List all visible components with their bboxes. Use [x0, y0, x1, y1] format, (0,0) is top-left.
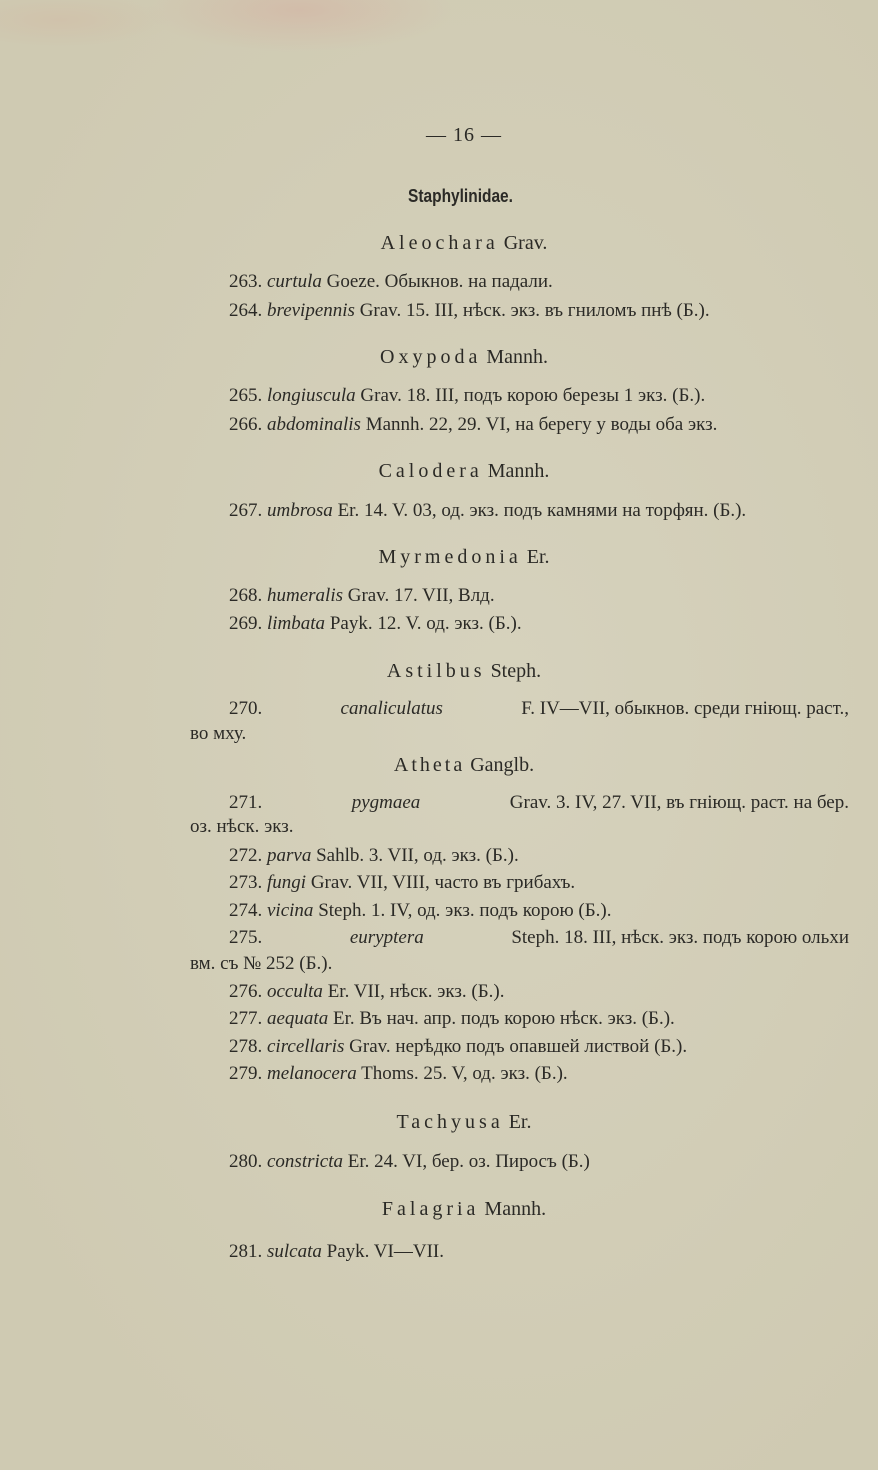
- species-name: brevipennis: [267, 300, 355, 321]
- genus-heading: [0, 1111, 878, 1134]
- species-entry: [229, 270, 849, 294]
- family-heading: Staphylinidae.: [408, 186, 513, 206]
- entry-text: Steph. 1. IV, од. экз. подъ корою (Б.).: [318, 900, 612, 921]
- genus-heading: [0, 660, 878, 683]
- genus-name: Atheta: [393, 754, 466, 776]
- species-name: humeralis: [267, 585, 343, 606]
- entry-number: 279.: [229, 1063, 263, 1084]
- entry-number: 264.: [229, 300, 263, 321]
- genus-name: Falagria: [381, 1198, 480, 1220]
- genus-author: Er.: [526, 546, 550, 568]
- entry-text: F. IV—VII, обыкнов. среди гніющ. раст.,: [521, 698, 849, 719]
- entry-text: Grav. 18. III, подъ корою березы 1 экз. (Б.).: [360, 385, 706, 406]
- entry-text: Payk. VI—VII.: [326, 1241, 444, 1262]
- entry-text: Goeze. Обыкнов. на падали.: [326, 271, 553, 292]
- species-entry: [229, 926, 849, 950]
- species-entry: [229, 1035, 849, 1059]
- entry-text: Mannh. 22, 29. VI, на берегу у воды оба экз.: [365, 414, 718, 435]
- entry-number: 274.: [229, 900, 263, 921]
- species-name: sulcata: [267, 1241, 322, 1262]
- species-name: circellaris: [267, 1036, 345, 1057]
- entry-number: 281.: [229, 1241, 263, 1262]
- entry-continuation: во мху.: [190, 723, 247, 744]
- page-number: — 16 —: [426, 124, 502, 146]
- species-name: longiuscula: [267, 385, 356, 406]
- species-name: melanocera: [267, 1063, 357, 1084]
- entry-text: Er. 24. VI, бер. оз. Пиросъ (Б.): [347, 1151, 590, 1172]
- entry-text: Grav. VII, VIII, часто въ грибахъ.: [310, 872, 576, 893]
- genus-author: Mannh.: [484, 1198, 547, 1220]
- entry-text: Sahlb. 3. VII, од. экз. (Б.).: [316, 845, 519, 866]
- genus-author: Grav.: [503, 232, 548, 254]
- genus-name: Myrmedonia: [378, 546, 522, 568]
- entry-number: 269.: [229, 613, 263, 634]
- genus-author: Mannh.: [486, 346, 548, 368]
- species-entry: [229, 1007, 849, 1031]
- species-name: constricta: [267, 1151, 343, 1172]
- entry-number: 276.: [229, 981, 263, 1002]
- genus-heading: [0, 546, 878, 569]
- entry-text: Steph. 18. III, нѣск. экз. подъ корою ольхи: [511, 927, 849, 948]
- genus-heading: [0, 754, 878, 777]
- genus-author: Steph.: [490, 660, 542, 682]
- entry-number: 280.: [229, 1151, 263, 1172]
- genus-name: Calodera: [378, 460, 483, 482]
- entry-number: 270.: [229, 698, 263, 719]
- entry-number: 268.: [229, 585, 263, 606]
- species-name: parva: [267, 845, 312, 866]
- species-name: aequata: [267, 1008, 329, 1029]
- species-entry: [229, 1150, 849, 1174]
- entry-text: Grav. нерѣдко подъ опавшей листвой (Б.).: [349, 1036, 688, 1057]
- entry-number: 277.: [229, 1008, 263, 1029]
- entry-text: Grav. 17. VII, Влд.: [347, 585, 495, 606]
- genus-author: Mannh.: [487, 460, 550, 482]
- genus-heading: [0, 232, 878, 255]
- entry-number: 272.: [229, 845, 263, 866]
- species-entry: [229, 413, 849, 437]
- entry-text: Grav. 15. III, нѣск. экз. въ гниломъ пнѣ (Б.).: [359, 300, 710, 321]
- species-entry: [229, 299, 849, 323]
- entry-text: Payk. 12. V. од. экз. (Б.).: [329, 613, 522, 634]
- entry-number: 263.: [229, 271, 263, 292]
- genus-author: Ganglb.: [470, 754, 535, 776]
- species-entry: [229, 584, 849, 608]
- species-entry: [229, 899, 849, 923]
- entry-continuation: оз. нѣск. экз.: [190, 816, 294, 837]
- species-entry: [229, 871, 849, 895]
- species-name: fungi: [267, 872, 307, 893]
- species-entry: [229, 697, 849, 721]
- species-name: occulta: [267, 981, 323, 1002]
- genus-name: Aleochara: [380, 232, 499, 254]
- species-name: limbata: [267, 613, 326, 634]
- genus-name: Oxypoda: [380, 346, 482, 368]
- genus-name: Astilbus: [386, 660, 486, 682]
- entry-number: 278.: [229, 1036, 263, 1057]
- entry-number: 271.: [229, 792, 263, 813]
- entry-number: 265.: [229, 385, 263, 406]
- entry-number: 267.: [229, 500, 263, 521]
- species-entry: [229, 499, 849, 523]
- genus-heading: [0, 1198, 878, 1221]
- genus-heading: [0, 460, 878, 483]
- genus-heading: [0, 346, 878, 369]
- species-name: vicina: [267, 900, 314, 921]
- entry-text: Er. Въ нач. апр. подъ корою нѣск. экз. (Б.).: [332, 1008, 675, 1029]
- entry-number: 273.: [229, 872, 263, 893]
- species-entry: [229, 612, 849, 636]
- species-name: curtula: [267, 271, 322, 292]
- entry-text: Er. 14. V. 03, од. экз. подъ камнями на торфян. (Б.).: [337, 500, 747, 521]
- species-entry: [229, 844, 849, 868]
- species-name: euryptera: [349, 927, 424, 948]
- entry-text: Thoms. 25. V, од. экз. (Б.).: [361, 1063, 568, 1084]
- entry-text: Er. VII, нѣск. экз. (Б.).: [327, 981, 505, 1002]
- species-entry: [229, 1240, 849, 1264]
- entry-number: 275.: [229, 927, 263, 948]
- species-entry: [229, 384, 849, 408]
- species-name: abdominalis: [267, 414, 361, 435]
- species-entry: [229, 1062, 849, 1086]
- entry-continuation: вм. съ № 252 (Б.).: [190, 953, 333, 974]
- species-name: canaliculatus: [340, 698, 443, 719]
- genus-name: Tachyusa: [396, 1111, 504, 1133]
- entry-number: 266.: [229, 414, 263, 435]
- entry-text: Grav. 3. IV, 27. VII, въ гніющ. раст. на бер.: [509, 792, 849, 813]
- species-name: pygmaea: [351, 792, 421, 813]
- species-entry: [229, 791, 849, 815]
- species-entry: [229, 980, 849, 1004]
- species-name: umbrosa: [267, 500, 333, 521]
- genus-author: Er.: [508, 1111, 532, 1133]
